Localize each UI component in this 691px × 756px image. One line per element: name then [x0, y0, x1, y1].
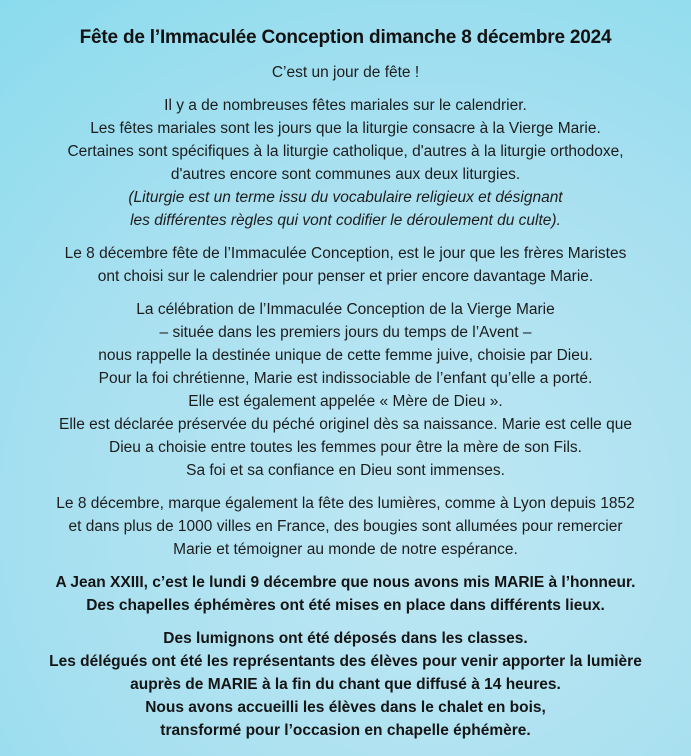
paragraph [18, 571, 673, 617]
text-line: et dans plus de 1000 villes en France, des bougies sont allumées pour remercier [68, 518, 623, 535]
text-line: A Jean XXIII, c’est le lundi 9 décembre que nous avons mis MARIE à l’honneur. [55, 574, 636, 591]
text-line: Des chapelles éphémères ont été mises en place dans différents lieux. [86, 597, 605, 614]
text-line: Les fêtes mariales sont les jours que la liturgie consacre à la Vierge Marie. [90, 120, 601, 137]
paragraph [18, 94, 673, 232]
text-line: d'autres encore sont communes aux deux liturgies. [170, 166, 521, 183]
paragraph [18, 298, 673, 482]
text-line: Le 8 décembre, marque également la fête des lumières, comme à Lyon depuis 1852 [56, 495, 635, 512]
text-line: Les délégués ont été les représentants des élèves pour venir apporter la lumière [49, 653, 642, 670]
paragraph [18, 242, 673, 288]
text-line: – située dans les premiers jours du temps de l’Avent – [159, 324, 532, 341]
text-line: Elle est déclarée préservée du péché originel dès sa naissance. Marie est celle que [59, 416, 632, 433]
text-line: C’est un jour de fête ! [271, 64, 420, 81]
document-title: Fête de l’Immaculée Conception dimanche 8 décembre 2024 [79, 27, 612, 48]
document-body [18, 61, 673, 742]
text-line: nous rappelle la destinée unique de cette femme juive, choisie par Dieu. [98, 347, 593, 364]
text-line: La célébration de l’Immaculée Conception de la Vierge Marie [136, 301, 555, 318]
paragraph [18, 627, 673, 742]
text-line: Le 8 décembre fête de l’Immaculée Conception, est le jour que les frères Maristes [64, 245, 627, 262]
text-line: Elle est également appelée « Mère de Dieu ». [188, 393, 503, 410]
text-line: transformé pour l’occasion en chapelle éphémère. [160, 722, 531, 739]
text-line: ont choisi sur le calendrier pour penser et prier encore davantage Marie. [97, 268, 594, 285]
text-line: (Liturgie est un terme issu du vocabulaire religieux et désignant [128, 189, 563, 206]
text-line: les différentes règles qui vont codifier le déroulement du culte). [130, 212, 561, 229]
text-line: Il y a de nombreuses fêtes mariales sur le calendrier. [164, 97, 527, 114]
text-line: auprès de MARIE à la fin du chant que diffusé à 14 heures. [130, 676, 561, 693]
text-line: Nous avons accueilli les élèves dans le chalet en bois, [145, 699, 546, 716]
paragraph [18, 61, 673, 84]
text-line: Certaines sont spécifiques à la liturgie catholique, d'autres à la liturgie orthodoxe, [67, 143, 624, 160]
text-line: Pour la foi chrétienne, Marie est indissociable de l’enfant qu’elle a porté. [98, 370, 593, 387]
paragraph [18, 492, 673, 561]
text-line: Sa foi et sa confiance en Dieu sont immenses. [186, 462, 505, 479]
text-line: Des lumignons ont été déposés dans les classes. [163, 630, 528, 647]
text-line: Marie et témoigner au monde de notre espérance. [173, 541, 518, 558]
text-line: Dieu a choisie entre toutes les femmes pour être la mère de son Fils. [109, 439, 582, 456]
